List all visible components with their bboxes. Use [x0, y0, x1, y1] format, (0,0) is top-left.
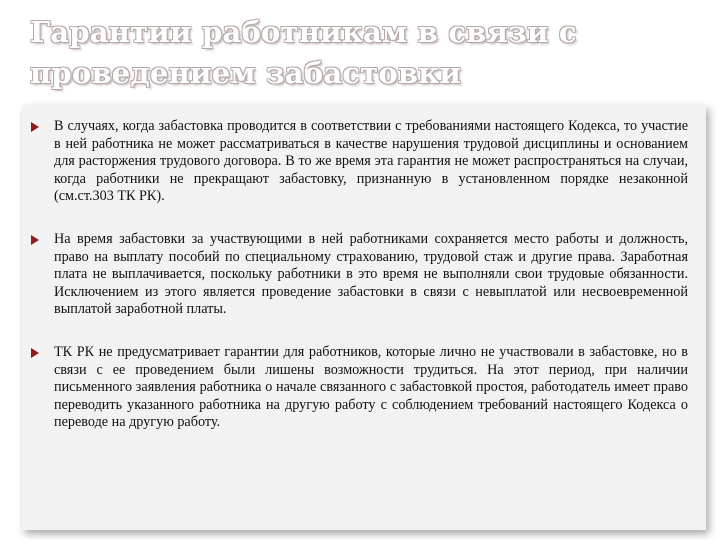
slide-title-line-1: Гарантии работникам в связи с	[30, 15, 577, 49]
slide-title	[30, 12, 700, 94]
bullet-item	[28, 231, 688, 344]
triangle-bullet-icon	[31, 122, 39, 132]
bullet-text: ТК РК не предусматривает гарантии для работников, которые лично не участвовали в забастовке, но в связи с ее проведением были лишены возможности трудиться. На этот период, при наличии письменного заявления работника о начале связанного с забастовкой простоя, работодатель имеет право переводить указанного работника на другую работу с соблюдением требований настоящего Кодекса о переводе на другую работу.	[54, 344, 688, 431]
bullet-text: В случаях, когда забастовка проводится в соответствии с требованиями настоящего Кодекса, то участие в ней работника не может рассматриваться в качестве нарушения трудовой дисциплины и основанием для расторжения трудового договора. В то же время эта гарантия не может распространяться на случаи, когда работники не прекращают забастовку, признанную в установленном порядке незаконной (см.ст.303 ТК РК).	[54, 118, 688, 205]
slide-title-line-2: проведением забастовки	[30, 56, 462, 90]
triangle-bullet-icon	[31, 235, 39, 245]
bullet-list	[28, 118, 688, 432]
bullet-item	[28, 344, 688, 432]
bullet-text: На время забастовки за участвующими в ней работниками сохраняется место работы и должность, право на выплату пособий по специальному страхованию, трудовой стаж и другие права. Заработная плата не выплачивается, поскольку работники в это время не выполняли свои трудовые обязанности. Исключением из этого является проведение забастовки в связи с невыплатой или несвоевременной выплатой заработной платы.	[54, 231, 688, 318]
triangle-bullet-icon	[31, 348, 39, 358]
bullet-item	[28, 118, 688, 231]
